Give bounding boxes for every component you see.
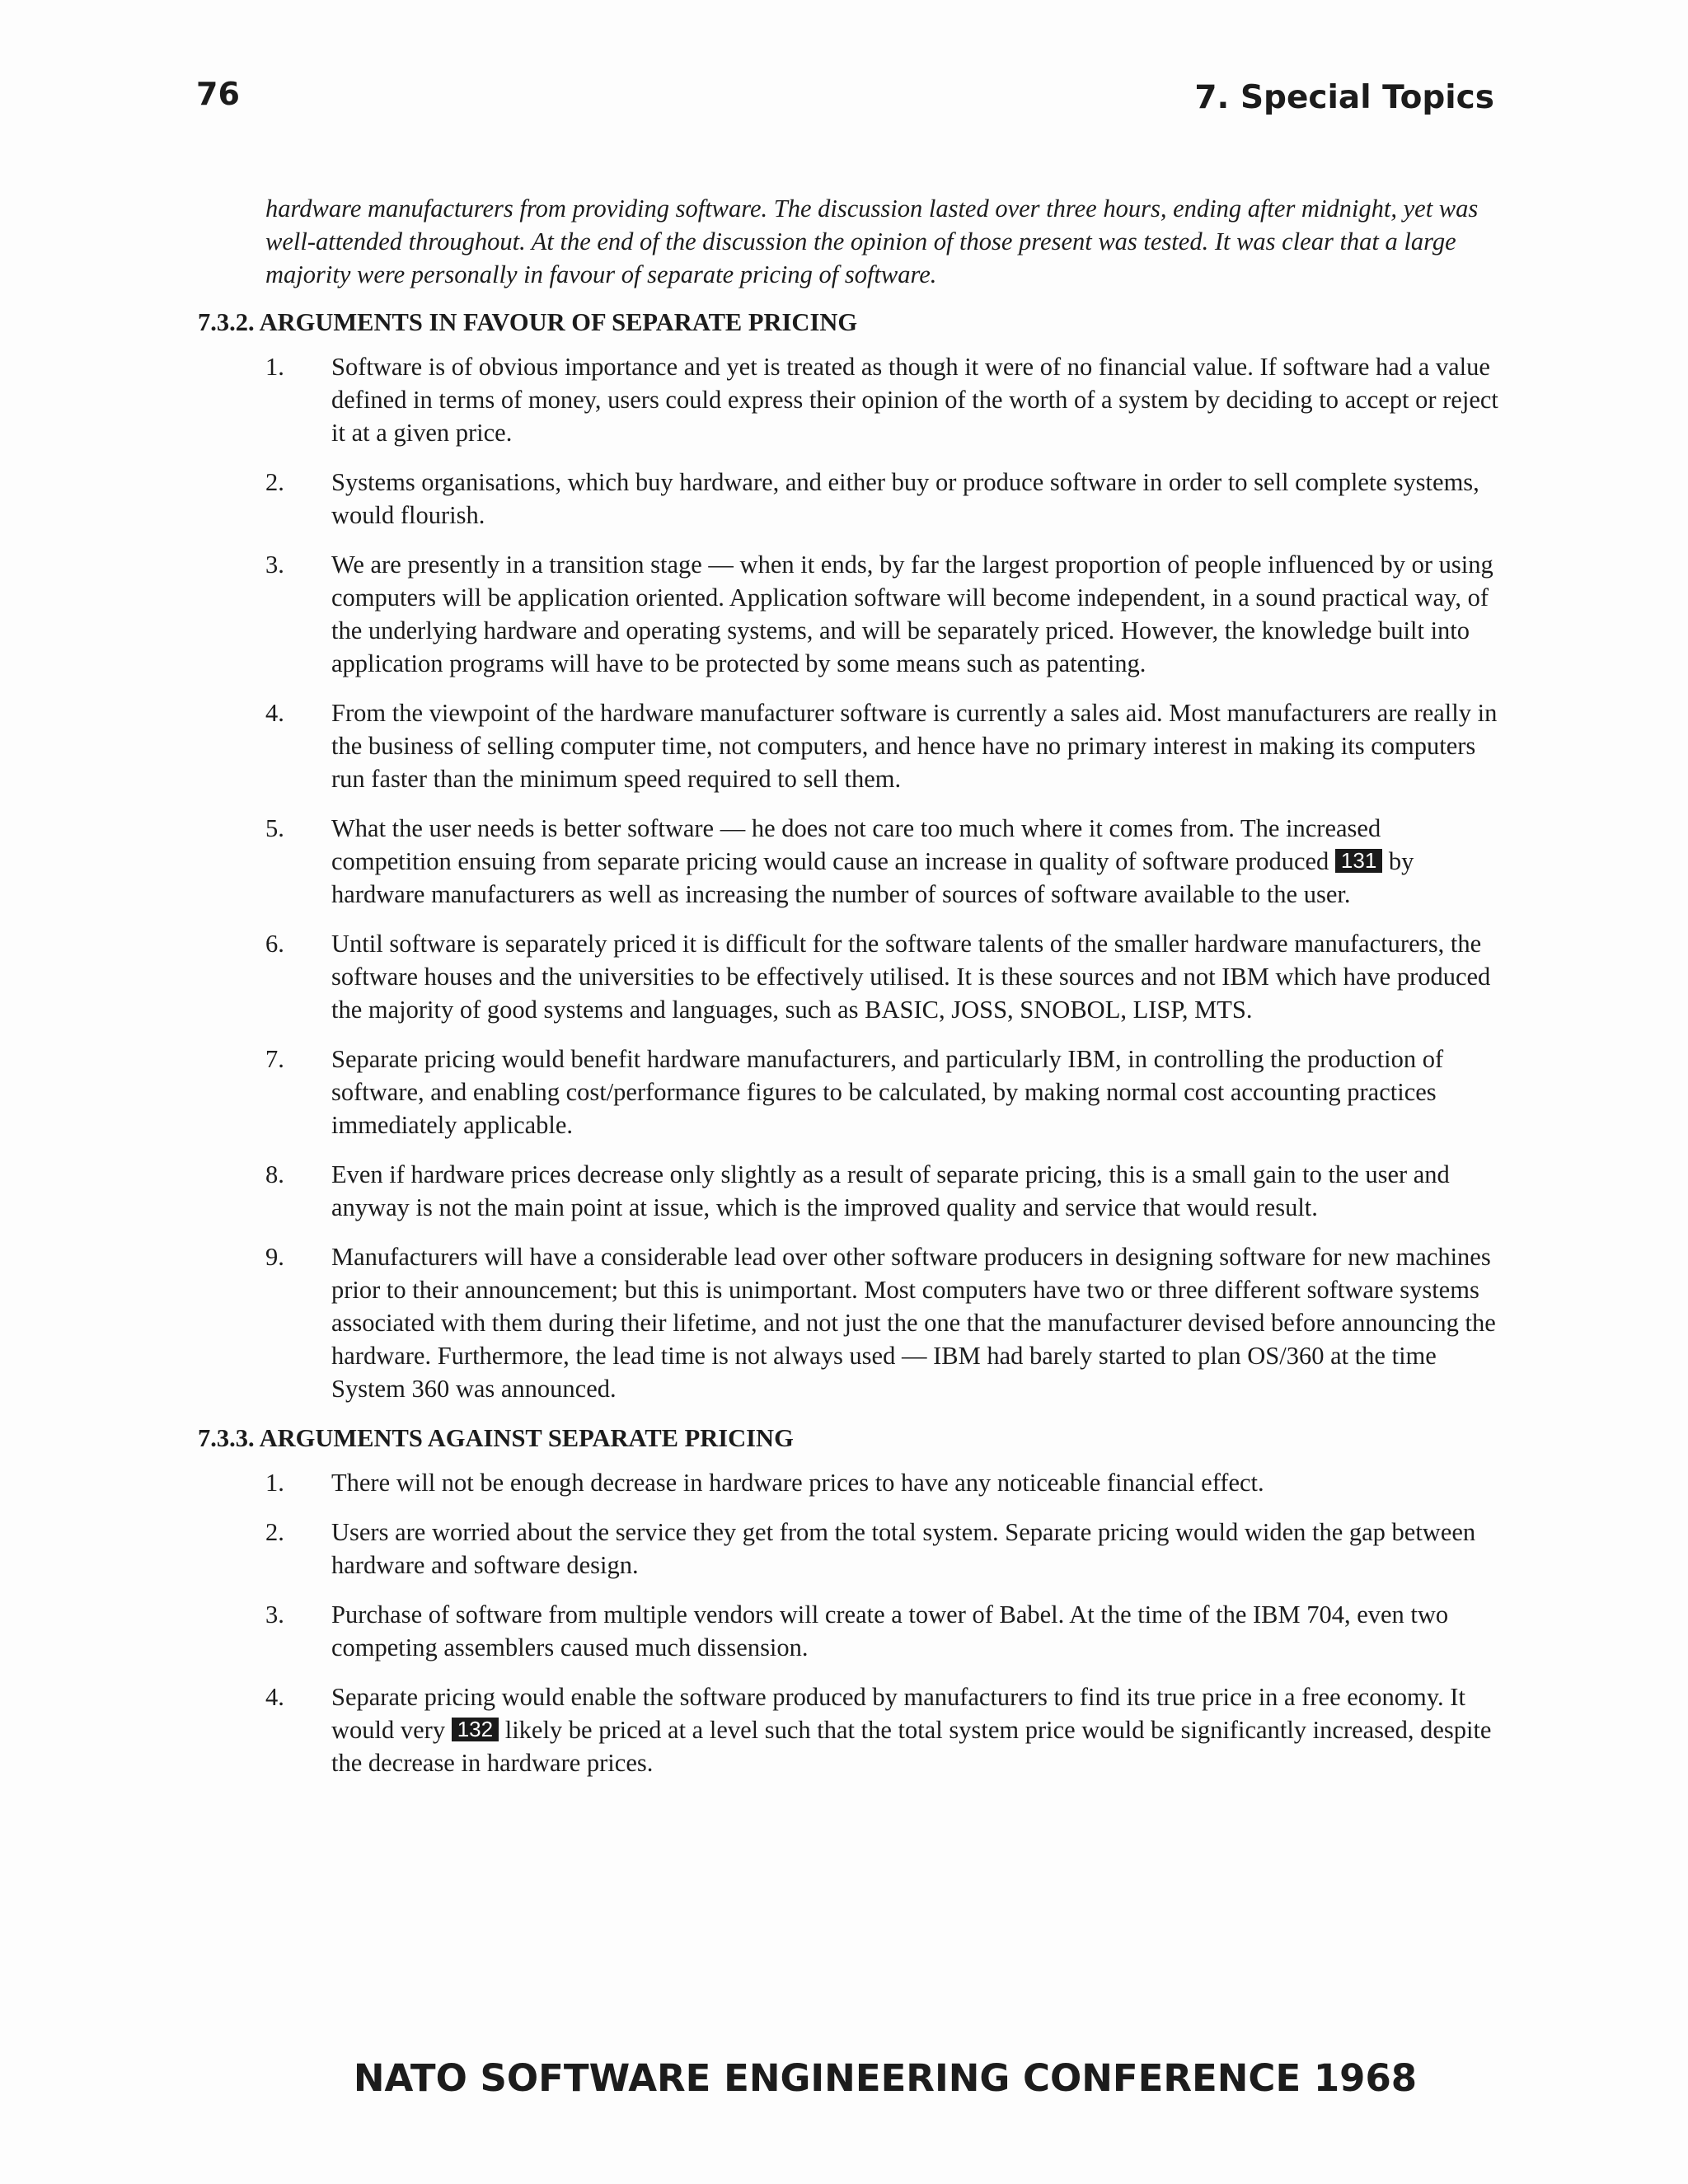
reference-badge[interactable]: 132	[452, 1718, 499, 1741]
item-text: Even if hardware prices decrease only slightly as a result of separate pricing, this is a small gain to the user and anyway is not the main point at issue, which is the improved quality and service that would result.	[331, 1160, 1450, 1221]
item-text: Separate pricing would enable the software produced by manufacturers to find its true price in a free economy. It would very	[331, 1683, 1465, 1744]
item-text: Manufacturers will have a considerable lead over other software producers in designing software for new machines prior to their announcement; but this is unimportant. Most computers have two or three different software systems associated with them during their lifetime, and not just the one that the manufacturer devised before announcing the hardware. Furthermore, the lead time is not always used — IBM had barely started to plan OS/360 at the time System 360 was announced.	[331, 1243, 1496, 1403]
item-text: We are presently in a transition stage — when it ends, by far the largest proportion of people influenced by or using computers will be application oriented. Application software will become independent, in a sound practical way, of the underlying hardware and operating systems, and will be separately priced. However, the knowledge built into application programs will have to be protected by some means such as patenting.	[331, 551, 1493, 677]
item-number: 1.	[265, 353, 284, 381]
page-body	[198, 192, 1500, 1796]
item-text: by hardware manufacturers as well as increasing the number of sources of software available to the user.	[331, 847, 1414, 908]
reference-badge[interactable]: 131	[1335, 849, 1382, 873]
list-item	[198, 1598, 1500, 1664]
item-text: Systems organisations, which buy hardware, and either buy or produce software in order to sell complete systems, would flourish.	[331, 468, 1479, 529]
list-item	[198, 466, 1500, 532]
item-number: 2.	[265, 1518, 284, 1546]
list-item	[198, 350, 1500, 449]
item-number: 9.	[265, 1243, 284, 1271]
item-text: Purchase of software from multiple vendors will create a tower of Babel. At the time of the IBM 704, even two competing assemblers caused much dissension.	[331, 1601, 1449, 1661]
item-number: 3.	[265, 551, 284, 579]
against-list	[198, 1466, 1500, 1779]
item-text: What the user needs is better software — he does not care too much where it comes from. The increased competition ensuing from separate pricing would cause an increase in quality of software produced	[331, 814, 1381, 875]
item-number: 2.	[265, 468, 284, 496]
item-number: 3.	[265, 1601, 284, 1629]
list-item	[198, 548, 1500, 680]
footer-title: NATO SOFTWARE ENGINEERING CONFERENCE 1968	[353, 2056, 1418, 2100]
favour-list	[198, 350, 1500, 1405]
item-text: From the viewpoint of the hardware manufacturer software is currently a sales aid. Most manufacturers are really in the business of selling computer time, not computers, and hence have no primary interest in making its computers run faster than the minimum speed required to sell them.	[331, 699, 1498, 793]
item-text: Until software is separately priced it is difficult for the software talents of the smaller hardware manufacturers, the software houses and the universities to be effectively utilised. It is these sources and not IBM which have produced the majority of good systems and languages, such as BASIC, JOSS, SNOBOL, LISP, MTS.	[331, 930, 1491, 1024]
item-number: 7.	[265, 1045, 284, 1073]
section-heading-favour: 7.3.2. ARGUMENTS IN FAVOUR OF SEPARATE PRICING	[198, 308, 858, 336]
section-heading-against: 7.3.3. ARGUMENTS AGAINST SEPARATE PRICING	[198, 1424, 794, 1452]
item-number: 4.	[265, 699, 284, 727]
chapter-title: 7. Special Topics	[1194, 79, 1494, 116]
list-item	[198, 1240, 1500, 1405]
item-number: 1.	[265, 1469, 284, 1497]
item-number: 8.	[265, 1160, 284, 1188]
list-item	[198, 812, 1500, 911]
list-item	[198, 1158, 1500, 1224]
item-number: 6.	[265, 930, 284, 958]
item-text: Users are worried about the service they get from the total system. Separate pricing would widen the gap between hardware and software design.	[331, 1518, 1476, 1579]
page-number: 76	[196, 76, 240, 112]
item-text: likely be priced at a level such that the total system price would be significantly increased, despite the decrease in hardware prices.	[331, 1716, 1492, 1777]
list-item	[198, 927, 1500, 1026]
item-text: Software is of obvious importance and yet is treated as though it were of no financial value. If software had a value defined in terms of money, users could express their opinion of the worth of a system by deciding to accept or reject it at a given price.	[331, 353, 1498, 447]
item-text: There will not be enough decrease in hardware prices to have any noticeable financial effect.	[331, 1469, 1264, 1497]
item-text: Separate pricing would benefit hardware manufacturers, and particularly IBM, in controlling the production of software, and enabling cost/performance figures to be calculated, by making normal cost accounting practices immediately applicable.	[331, 1045, 1444, 1139]
list-item	[198, 1466, 1500, 1499]
list-item	[198, 1516, 1500, 1582]
item-number: 5.	[265, 814, 284, 842]
list-item	[198, 1680, 1500, 1779]
list-item	[198, 1043, 1500, 1141]
intro-paragraph: hardware manufacturers from providing software. The discussion lasted over three hours, ending after midnight, yet was well-attended throughout. At the end of the discussion the opinion of those present was tested. It was clear that a large majority were personally in favour of separate pricing of software.	[265, 194, 1479, 288]
list-item	[198, 696, 1500, 795]
item-number: 4.	[265, 1683, 284, 1711]
